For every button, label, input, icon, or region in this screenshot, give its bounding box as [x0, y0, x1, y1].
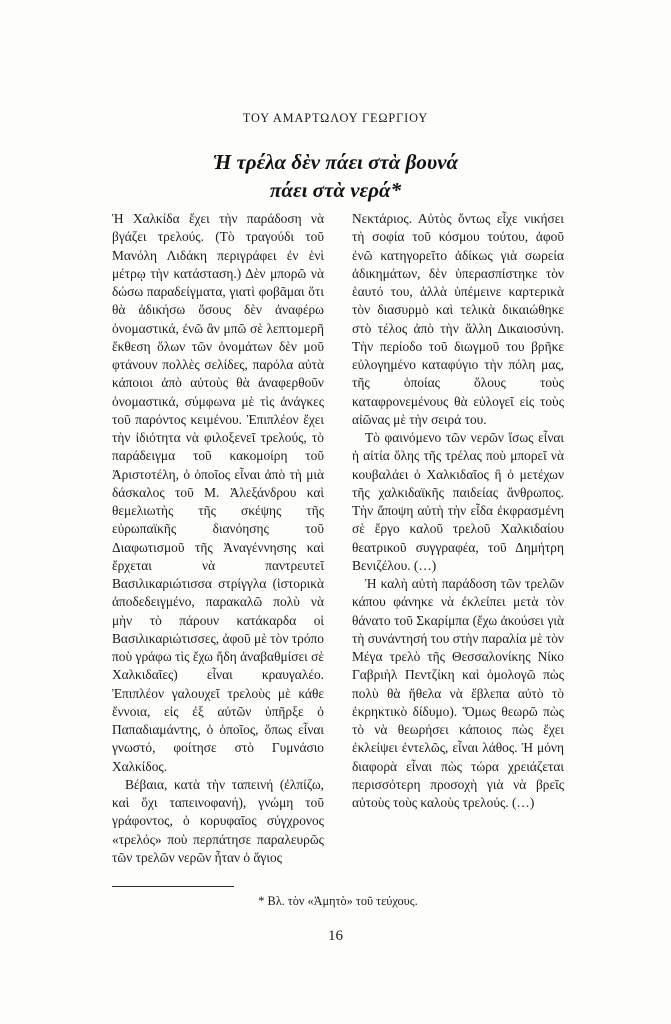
paragraph: Ἡ καλὴ αὐτὴ παράδοση τῶν τρελῶν κάπου φάνηκε νὰ ἐκλείπει μετὰ τὸν θάνατο τοῦ Σκαρίμπα (ἔχω ἀκούσει γιὰ τὴ συνάντησή του στὴν παραλία μὲ τὸν Μέγα τρελὸ τῆς Θεσσαλονίκης Νίκο Γαβριὴλ Πεντζίκη καὶ ὁμολογῶ πὼς πολὺ θὰ ἤθελα νὰ ἔβλεπα αὐτὸ τὸ ἐκρηκτικὸ δίδυμο). Ὅμως θεωρῶ πὼς τὸ νὰ θεωρήσει κάποιος πὼς ἔχει ἐκλείψει ἐντελῶς, εἶναι λάθος. Ἡ μόνη διαφορὰ εἶναι πὼς τώρα χρειάζεται περισσότερη προσοχὴ γιὰ νὰ βρεῖς αὐτοὺς τοὺς καλοὺς τρελούς. (…) — [352, 576, 564, 810]
paragraph: Βέβαια, κατὰ τὴν ταπεινή (ἐλπίζω, καὶ ὄχι ταπεινοφανή), γνώμη τοῦ γράφοντος, ὁ κορυφαῖος σύγχρονος «τρελός» ποὺ περπάτησε παραλευρῶς τῶν τρελῶν νερῶν ἦταν ὁ ἅγιος — [112, 776, 324, 865]
paragraph: Τὸ φαινόμενο τῶν νερῶν ἴσως εἶναι ἡ αἰτία ὅλης τῆς τρέλας ποὺ μπορεῖ νὰ κουβαλάει ὁ Χαλκιδαῖος ἢ ὁ μετέχων τῆς χαλκιδαϊκῆς παιδείας ἄνθρωπος. Τὴν ἄποψη αὐτὴ τὴν εἶδα ἐκφρασμένη σὲ ἔργο καλοῦ τρελοῦ Χαλκιδαίου θεατρικοῦ συγγραφέα, τοῦ Δημήτρη Βενιζέλου. (…) — [352, 430, 564, 573]
author-text: ΤΟΥ ΑΜΑΡΤΩΛΟΥ ΓΕΩΡΓΙΟΥ — [242, 111, 429, 125]
page-number: 16 — [328, 928, 343, 944]
paragraph: Νεκτάριος. Αὐτὸς ὄντως εἶχε νικήσει τὴ σοφία τοῦ κόσμου τούτου, ἀφοῦ ἐνῶ κατηγορεῖτο ἀδίκως γιὰ σωρεία ἀδικημάτων, δὲν ὑπερασπίστηκε τὸν ἑαυτό του, ἀλλὰ ὑπέμεινε καρτερικὰ τὸν διασυρμὸ καὶ τελικὰ δικαιώθηκε στὸ τέλος ἀπὸ τὴν ἄλλη Δικαιοσύνη. Τὴν περίοδο τοῦ διωγμοῦ του βρῆκε εὐλογημένο καταφύγιο τὴν πόλη μας, τῆς ὁποίας ὅλους τοὺς καταφρονεμένους θὰ εὐλογεῖ εἰς τοὺς αἰῶνας μὲ τὴν σειρά του. — [352, 211, 564, 427]
column-left — [112, 210, 324, 867]
title-line-2: πάει στὰ νερά* — [269, 178, 402, 202]
body-columns — [112, 210, 564, 875]
column-right — [352, 210, 564, 812]
footnote-divider — [112, 886, 234, 887]
page-title — [0, 148, 671, 204]
footnote: * Βλ. τὸν «Ἀμητὸ» τοῦ τεύχους. — [258, 894, 418, 908]
title-line-1: Ἡ τρέλα δὲν πάει στὰ βουνά — [212, 150, 459, 174]
author-line — [0, 110, 671, 127]
paragraph: Ἡ Χαλκίδα ἔχει τὴν παράδοση νὰ βγάζει τρελούς. (Τὸ τραγούδι τοῦ Μανόλη Λιδάκη περιγράφει ἐν ἑνὶ μέτρῳ τὴν κατάσταση.) Δὲν μπορῶ νὰ δώσω παραδείγματα, γιατὶ φοβᾶμαι ὅτι θὰ ἀδικήσω ὅσους δὲν ἀναφέρω ὀνομαστικά, ἐνῶ ἂν μπῶ σὲ λεπτομερῆ ἔκθεση ὅλων τῶν ὀνομάτων δὲν μοῦ φτάνουν πολλὲς σελίδες, παρόλα αὐτὰ κάποιοι ἀπὸ αὐτοὺς θὰ ἀναφερθοῦν ὀνομαστικά, σύμφωνα μὲ τὶς ἀνάγκες τοῦ παρόντος κειμένου. Ἐπιπλέον ἔχει τὴν ἰδιότητα νὰ φιλοξενεῖ τρελούς, τὸ παράδειγμα τοῦ κακομοίρη τοῦ Ἀριστοτέλη, ὁ ὁποῖος εἶναι ἀπὸ τὴ μιὰ δάσκαλος τοῦ Μ. Ἀλεξάνδρου καὶ θεμελιωτὴς τῆς σκέψης τῆς εὐρωπαϊκῆς διανόησης τοῦ Διαφωτισμοῦ τῆς Ἀναγέννησης καὶ ἔρχεται νὰ παντρευτεῖ Βασιλικαριώτισσα στρίγγλα (ἱστορικὰ ἀποδεδειγμένο, παρακαλῶ πολὺ νὰ μὴν τὸ πάρουν κατάκαρδα οἱ Βασιλικαριώτισσες, ἀφοῦ μὲ τὸν τρόπο ποὺ γράφω τὶς ἔχω ἤδη ἀναβαθμίσει σὲ Χαλκιδαῖες) εἶναι κραυγαλέο. Ἐπιπλέον γαλουχεῖ τρελοὺς μὲ κάθε ἔννοια, εἰς ἐξ αὐτῶν ὑπῆρξε ὁ Παπαδιαμάντης, ὁ ὁποῖος, ὅπως εἶναι γνωστό, φοίτησε στὸ Γυμνάσιο Χαλκίδος. — [112, 211, 324, 774]
